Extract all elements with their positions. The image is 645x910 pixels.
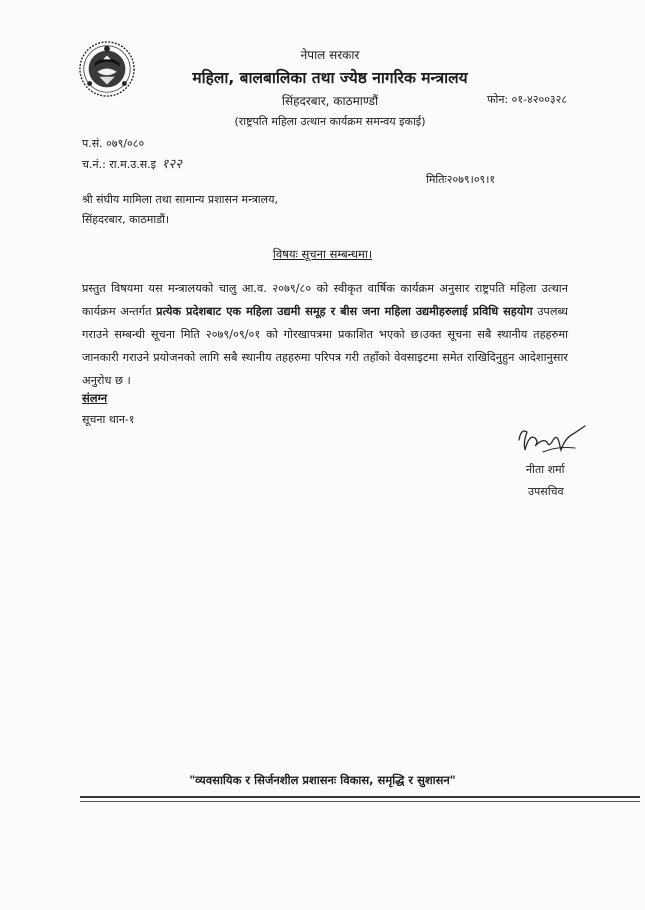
footer-motto: "व्यवसायिक र सिर्जनशील प्रशासनः विकास, समृद्धि र सुशासन"	[189, 773, 456, 787]
signatory-designation: उपसचिव	[528, 485, 564, 498]
dispatch-handwritten-number: १२२	[161, 157, 182, 172]
dispatch-number	[82, 154, 182, 172]
ministry-location: सिंहदरबार, काठमाण्डौं	[281, 94, 379, 108]
letter-body	[82, 277, 568, 392]
body-part-1: प्रस्तुत विषयमा यस मन्त्रालयको चालु आ.व. २०७९/८० को स्वीकृत वार्षिक कार्यक्रम अनुसार राष्ट्रपति महिला उत्थान कार्यक्रम अन्तर्गत	[82, 282, 568, 318]
recipient-line-2: सिंहदरबार, काठमाडौं।	[82, 213, 170, 226]
unit-name: (राष्ट्रपति महिला उत्थान कार्यक्रम समन्वय इकाई)	[234, 115, 426, 128]
enclosure-item: सूचना थान-१	[82, 413, 135, 426]
enclosure-label: संलग्न	[82, 391, 108, 405]
footer-divider-thin	[80, 801, 640, 802]
handwritten-signature	[513, 420, 593, 465]
subject-text: विषयः सूचना सम्बन्धमा।	[272, 247, 373, 261]
letter-date: मितिः२०७९।०९।१	[426, 173, 496, 186]
recipient-line-1: श्री संघीय मामिला तथा सामान्य प्रशासन मन्त्रालय,	[82, 193, 278, 206]
subject-line	[0, 247, 645, 262]
body-part-2: उपलब्ध गराउने सम्बन्धी सूचना मिति २०७९/०९/०१ को गोरखापत्रमा प्रकाशित भएको छ।उक्त सूचना सबै स्थानीय तहहरुमा जानकारी गराउने प्रयोजनको लागि सबै स्थानीय तहहरुमा परिपत्र गरी तहाँको वेवसाइटमा समेत राखिदिनुहुन आदेशानुसार अनुरोध छ ।	[82, 305, 568, 387]
nepal-government-emblem-icon	[78, 40, 136, 98]
dispatch-label: च.नं.: रा.म.उ.स.इ	[82, 158, 157, 171]
government-name: नेपाल सरकार	[300, 48, 360, 62]
footer-divider	[80, 796, 640, 798]
signatory-name: नीता शर्मा	[526, 463, 565, 476]
reference-number: प.सं. ०७९/०८०	[82, 137, 145, 150]
body-bold-phrase: प्रत्येक प्रदेशबाट एक महिला उद्यमी समूह र बीस जना महिला उद्यमीहरुलाई प्रविधि सहयोग	[156, 305, 533, 318]
ministry-name: महिला, बालबालिका तथा ज्येष्ठ नागरिक मन्त्रालय	[192, 69, 468, 87]
phone-number: फोन: ०१-४२००३२८	[487, 93, 568, 106]
